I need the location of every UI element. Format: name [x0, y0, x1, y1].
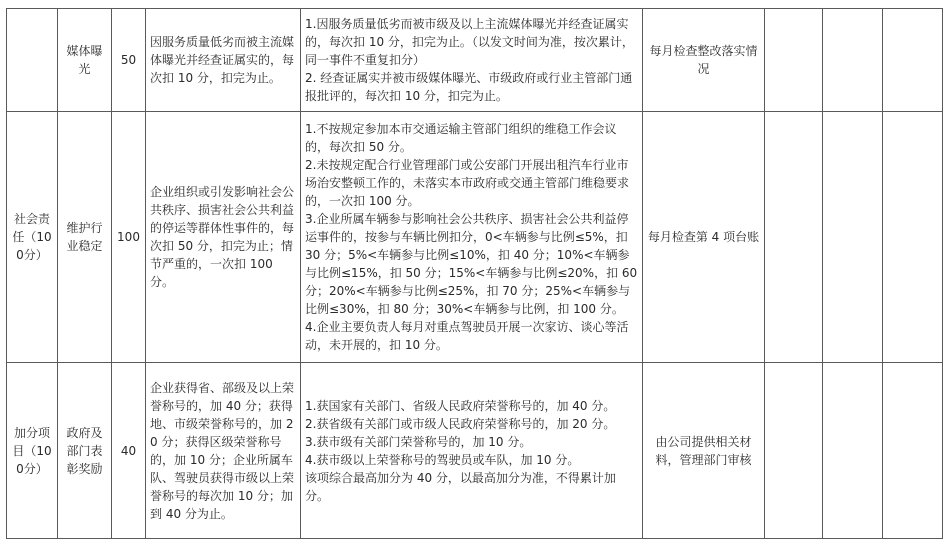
detail-line: 2.未按规定配合行业管理部门或公安部门开展出租汽车行业市场治安整顿工作的，未落实本市政府或交通主管部门维稳要求的，一次扣 100 分。: [305, 158, 630, 208]
detail-line: 2.获省级有关部门或市级人民政府荣誉称号的，加 20 分。: [305, 416, 616, 431]
blank-cell: [765, 363, 823, 539]
category-cell: [7, 9, 58, 112]
blank-cell: [765, 9, 823, 112]
category-cell: 加分项目（100分）: [7, 363, 58, 539]
evaluation-table: [6, 8, 943, 539]
blank-cell: [883, 363, 943, 539]
detail-line: 3.企业所属车辆参与影响社会公共秩序、损害社会公共利益停运事件的，按参与车辆比例扣分，0<车辆参与比例≤5%，扣 30 分；5%<车辆参与比例≤10%，扣 40 分；10%<车辆参与比例≤15%，扣 50 分；15%<车辆参与比例≤20%，扣 60 分；20%<车辆参与比例≤25%，扣 70 分；25%<车辆参与比例≤30%，扣 80 分；30%<车辆参与比例，扣 100 分。: [305, 212, 638, 316]
blank-cell: [765, 112, 823, 363]
detail-line: 1.获国家有关部门、省级人民政府荣誉称号的，加 40 分。: [305, 398, 616, 413]
standard-cell: 企业组织或引发影响社会公共秩序、损害社会公共利益的停运等群体性事件的，每次扣 50 分，扣完为止；情节严重的，一次扣 100 分。: [146, 112, 301, 363]
score-cell: 40: [112, 363, 146, 539]
detail-line: 1.因服务质量低劣而被市级及以上主流媒体曝光并经查证属实的，每次扣 10 分，扣完为止。（以发文时间为准，按次累计，同一事件不重复扣分）: [305, 17, 634, 67]
blank-cell: [823, 112, 883, 363]
blank-cell: [883, 9, 943, 112]
score-cell: 50: [112, 9, 146, 112]
blank-cell: [823, 363, 883, 539]
detail-line: 2. 经查证属实并被市级媒体曝光、市级政府或行业主管部门通报批评的，每次扣 10 分，扣完为止。: [305, 71, 633, 103]
detail-line: 4.企业主要负责人每月对重点驾驶员开展一次家访、谈心等活动，未开展的，扣 10 分。: [305, 320, 629, 352]
detail-line: 该项综合最高加分为 40 分，以最高加分为准，不得累计加分。: [305, 470, 616, 503]
score-cell: 100: [112, 112, 146, 363]
blank-cell: [823, 9, 883, 112]
subitem-cell: 媒体曝光: [58, 9, 112, 112]
table-row: [7, 363, 943, 539]
detail-line: 4.获市级以上荣誉称号的驾驶员或车队，加 10 分。: [305, 452, 580, 467]
table-row: [7, 112, 943, 363]
method-cell: 每月检查整改落实情况: [643, 9, 765, 112]
standard-cell: 因服务质量低劣而被主流媒体曝光并经查证属实的，每次扣 10 分，扣完为止。: [146, 9, 301, 112]
category-cell: 社会责任（100分）: [7, 112, 58, 363]
detail-line: 1.不按规定参加本市交通运输主管部门组织的维稳工作会议的，每次扣 50 分。: [305, 122, 617, 154]
detail-cell: [301, 112, 643, 363]
subitem-cell: 维护行业稳定: [58, 112, 112, 363]
detail-cell: [301, 363, 643, 539]
detail-line: 3.获市级有关部门荣誉称号的，加 10 分。: [305, 434, 532, 449]
table-row: [7, 9, 943, 112]
detail-cell: [301, 9, 643, 112]
method-cell: 每月检查第 4 项台账: [643, 112, 765, 363]
method-cell: 由公司提供相关材料，管理部门审核: [643, 363, 765, 539]
standard-cell: 企业获得省、部级及以上荣誉称号的，加 40 分；获得地、市级荣誉称号的，加 20 分；获得区级荣誉称号的，加 10 分；企业所属车队、驾驶员获得市级以上荣誉称号的每次加 10 分；加到 40 分为止。: [146, 363, 301, 539]
blank-cell: [883, 112, 943, 363]
subitem-cell: 政府及部门表彰奖励: [58, 363, 112, 539]
